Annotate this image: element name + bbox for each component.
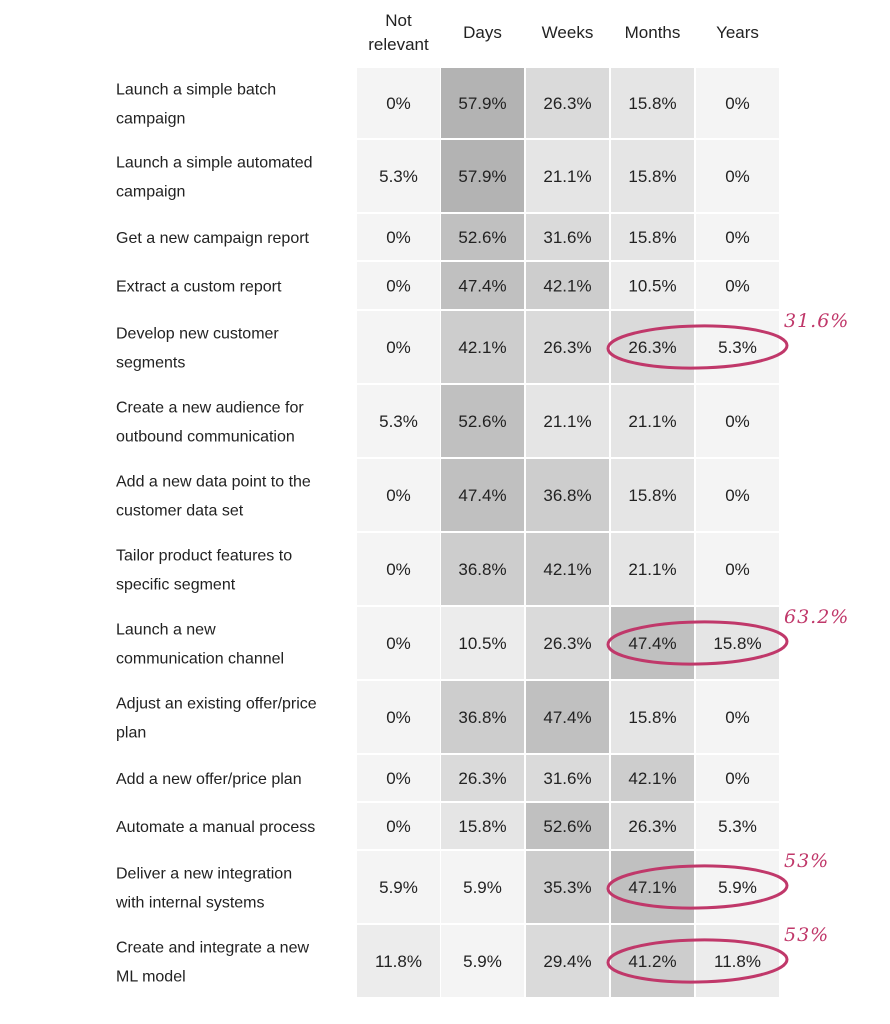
cell-value: 29.4% — [543, 952, 592, 971]
row-label: Launch a simple automated campaign — [116, 154, 313, 201]
row-label: Develop new customer segments — [116, 325, 279, 372]
cell-value: 0% — [386, 817, 411, 836]
cell-value: 35.3% — [543, 878, 592, 897]
column-header: Years — [716, 23, 759, 42]
cell-value: 5.9% — [463, 878, 502, 897]
cell-value: 0% — [386, 486, 411, 505]
cell-value: 0% — [386, 276, 411, 296]
cell-value: 21.1% — [628, 412, 677, 431]
cell-value: 0% — [725, 228, 750, 247]
row-label: Get a new campaign report — [116, 230, 309, 247]
cell-value: 5.3% — [379, 167, 418, 186]
cell-value: 0% — [386, 228, 411, 247]
column-header: Weeks — [541, 23, 594, 42]
row-label: Extract a custom report — [116, 278, 282, 296]
cell-value: 15.8% — [458, 817, 507, 836]
annotation-note: 63.2% — [784, 606, 850, 628]
cell-value: 0% — [725, 708, 750, 727]
cell-value: 0% — [725, 167, 750, 186]
cell-value: 47.1% — [628, 878, 677, 897]
row-label: Adjust an existing offer/price plan — [116, 695, 317, 742]
cell-value: 21.1% — [628, 560, 677, 579]
cell-value: 5.9% — [718, 878, 757, 897]
cell-value: 42.1% — [543, 560, 592, 579]
cell-value: 36.8% — [458, 708, 507, 727]
row-label: Create a new audience for outbound communication — [116, 399, 304, 446]
cell-value: 26.3% — [543, 94, 592, 113]
column-header: Days — [463, 23, 502, 42]
cell-value: 0% — [386, 634, 411, 653]
row-label: Automate a manual process — [116, 819, 316, 836]
cell-value: 15.8% — [628, 167, 677, 186]
cell-value: 0% — [725, 769, 750, 788]
cell-value: 31.6% — [543, 769, 592, 788]
cell-value: 57.9% — [458, 94, 507, 113]
column-header: Not relevant — [368, 11, 429, 54]
row-label: Add a new offer/price plan — [116, 771, 302, 788]
cell-value: 47.4% — [458, 276, 507, 296]
cell-value: 0% — [386, 708, 411, 727]
cell-value: 5.9% — [379, 878, 418, 897]
cell-value: 15.8% — [628, 228, 677, 247]
cell-value: 15.8% — [628, 94, 677, 113]
cell-value: 5.3% — [718, 817, 757, 836]
cell-value: 0% — [725, 94, 750, 113]
cell-value: 42.1% — [628, 769, 677, 788]
cell-value: 11.8% — [375, 952, 422, 971]
cell-value: 0% — [386, 338, 411, 357]
cell-value: 0% — [386, 560, 411, 579]
cell-value: 21.1% — [543, 167, 592, 186]
row-label: Tailor product features to specific segment — [116, 547, 293, 594]
cell-value: 47.4% — [628, 634, 677, 653]
cell-value: 26.3% — [628, 338, 677, 357]
cell-value: 52.6% — [543, 817, 592, 836]
cell-value: 5.9% — [463, 952, 502, 971]
annotation-note: 53% — [784, 924, 830, 946]
cell-value: 26.3% — [543, 338, 592, 357]
row-label: Launch a new communication channel — [116, 621, 285, 668]
annotation-note: 31.6% — [784, 310, 850, 332]
cell-value: 26.3% — [628, 817, 677, 836]
cell-value: 5.3% — [718, 338, 757, 357]
cell-value: 47.4% — [458, 486, 507, 505]
row-label: Add a new data point to the customer data set — [116, 473, 311, 520]
cell-value: 5.3% — [379, 412, 418, 431]
annotation-note: 53% — [784, 850, 830, 872]
cell-value: 52.6% — [458, 412, 507, 431]
row-label: Launch a simple batch campaign — [116, 81, 277, 128]
cell-value: 0% — [386, 94, 411, 113]
cell-value: 47.4% — [543, 708, 592, 727]
cell-value: 15.8% — [628, 708, 677, 727]
column-header: Months — [624, 23, 681, 42]
cell-value: 36.8% — [543, 486, 592, 505]
row-label: Create and integrate a new ML model — [116, 939, 310, 986]
cell-value: 0% — [725, 276, 750, 296]
row-label: Deliver a new integration with internal systems — [116, 865, 293, 912]
cell-value: 10.5% — [628, 276, 677, 296]
cell-value: 41.2% — [628, 952, 677, 971]
cell-value: 57.9% — [458, 167, 507, 186]
cell-value: 10.5% — [458, 634, 507, 653]
cell-value: 26.3% — [543, 634, 592, 653]
cell-value: 42.1% — [458, 338, 507, 357]
cell-value: 31.6% — [543, 228, 592, 247]
cell-value: 0% — [725, 412, 750, 431]
cell-value: 15.8% — [713, 634, 762, 653]
cell-value: 42.1% — [543, 276, 592, 296]
cell-value: 21.1% — [543, 412, 592, 431]
cell-value: 11.8% — [714, 952, 761, 971]
cell-value: 0% — [725, 560, 750, 579]
cell-value: 0% — [386, 769, 411, 788]
cell-value: 36.8% — [458, 560, 507, 579]
cell-value: 0% — [725, 486, 750, 505]
cell-value: 26.3% — [458, 769, 507, 788]
cell-value: 52.6% — [458, 228, 507, 247]
cell-value: 15.8% — [628, 486, 677, 505]
